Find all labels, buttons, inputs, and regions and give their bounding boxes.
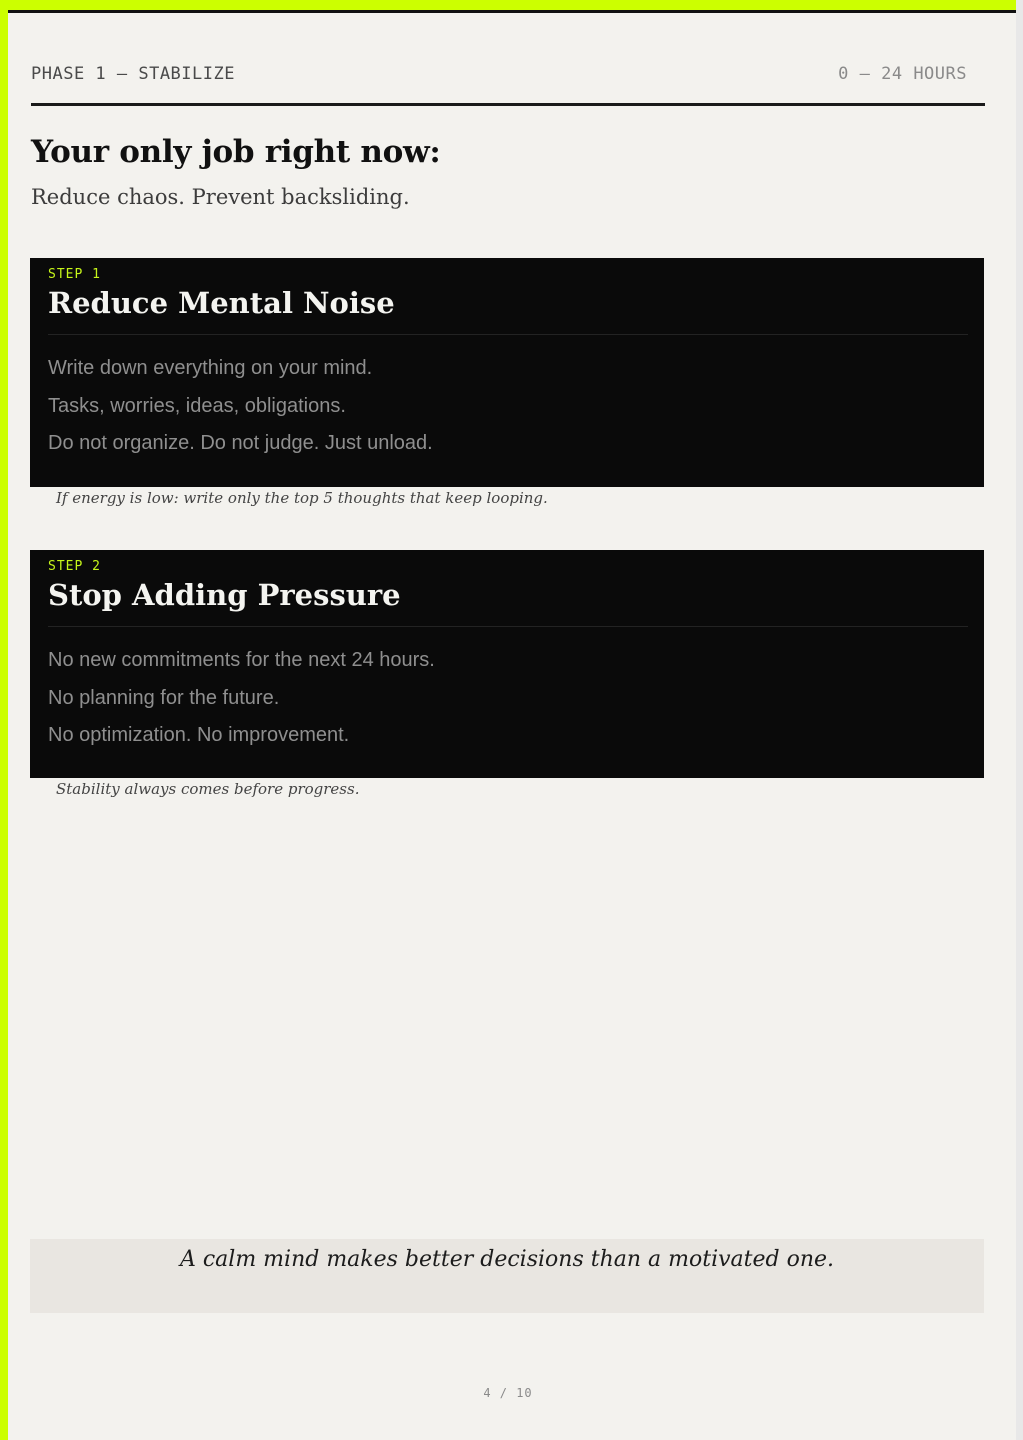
top-accent-rule — [8, 10, 1016, 13]
step-instructions — [48, 350, 433, 463]
page-number: 4 / 10 — [483, 1386, 533, 1400]
step-tag: STEP 1 — [48, 267, 101, 282]
left-accent-bar — [0, 0, 8, 1440]
quote-callout — [30, 1239, 984, 1313]
instruction-line: No new commitments for the next 24 hours. — [48, 649, 435, 671]
phase-label: PHASE 1 — STABILIZE — [31, 64, 235, 84]
instruction-line: No optimization. No improvement. — [48, 724, 350, 746]
instruction-line: No planning for the future. — [48, 686, 280, 709]
step-note-1: If energy is low: write only the top 5 thoughts that keep looping. — [56, 489, 548, 507]
page-subtitle: Reduce chaos. Prevent backsliding. — [31, 185, 410, 209]
instruction-line: Do not organize. Do not judge. Just unload. — [48, 432, 433, 454]
step-divider — [48, 626, 968, 627]
step-divider — [48, 334, 968, 335]
time-window-label: 0 – 24 HOURS — [838, 64, 967, 84]
phase-header — [31, 62, 985, 92]
step-card-1 — [30, 258, 984, 487]
step-tag: STEP 2 — [48, 559, 101, 574]
header-divider — [31, 103, 985, 106]
step-instructions — [48, 642, 435, 755]
instruction-line: Tasks, worries, ideas, obligations. — [48, 394, 346, 417]
step-title: Stop Adding Pressure — [48, 578, 401, 612]
top-accent-bar — [0, 0, 1016, 10]
instruction-line: Write down everything on your mind. — [48, 357, 373, 379]
page-title: Your only job right now: — [31, 134, 441, 170]
step-note-2: Stability always comes before progress. — [56, 780, 360, 798]
page-edge — [1016, 0, 1023, 1440]
quote-text: A calm mind makes better decisions than a motivated one. — [179, 1247, 835, 1272]
step-card-2 — [30, 550, 984, 778]
step-title: Reduce Mental Noise — [48, 286, 395, 320]
